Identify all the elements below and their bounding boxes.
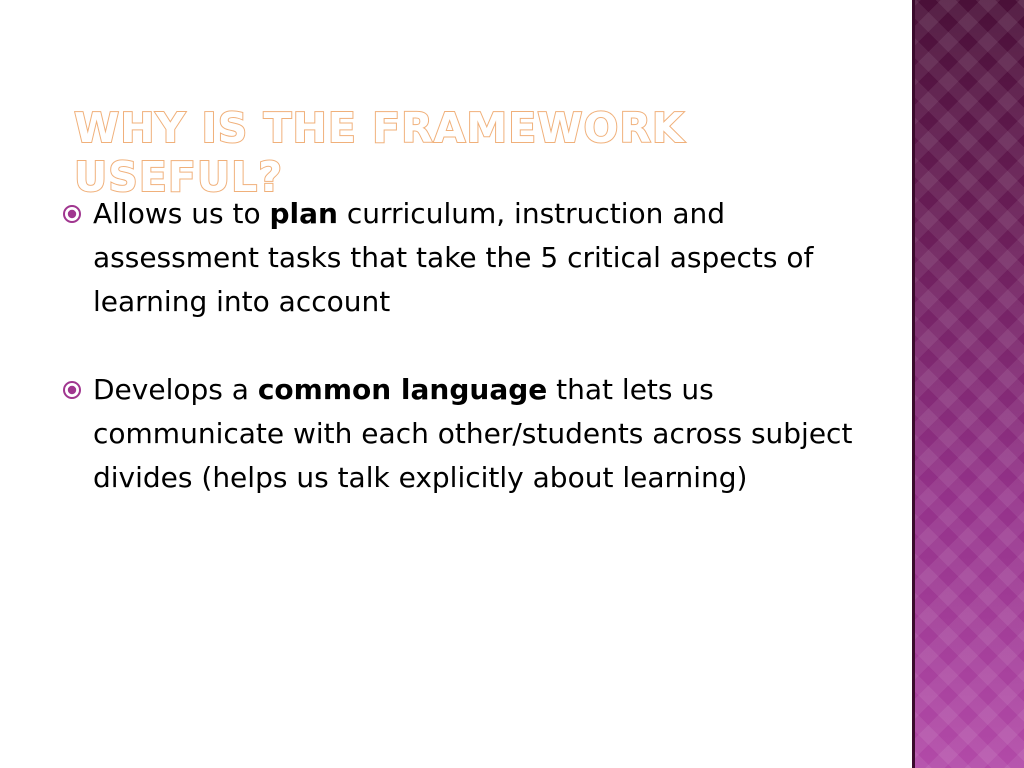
bullet-text-before: Develops a [93, 373, 258, 406]
radio-target-icon [62, 204, 82, 224]
bullet-text-after: curriculum, instruction and assessment tasks that take the 5 critical aspects of learning into account [93, 197, 814, 318]
bullet-list [62, 192, 882, 500]
bullet-item-common-language [62, 368, 882, 500]
bullet-text-bold: common language [257, 373, 548, 406]
bullet-text-after: that lets us communicate with each other/students across subject divides (helps us talk explicitly about learning) [93, 373, 853, 494]
slide-title: WHY IS THE FRAMEWORK USEFUL? [74, 104, 685, 202]
radio-target-icon [62, 380, 82, 400]
bullet-text-bold: plan [269, 197, 338, 230]
decorative-side-band [912, 0, 1024, 768]
bullet-text-before: Allows us to [93, 197, 270, 230]
bullet-item-plan [62, 192, 882, 324]
side-band-edge [912, 0, 915, 768]
